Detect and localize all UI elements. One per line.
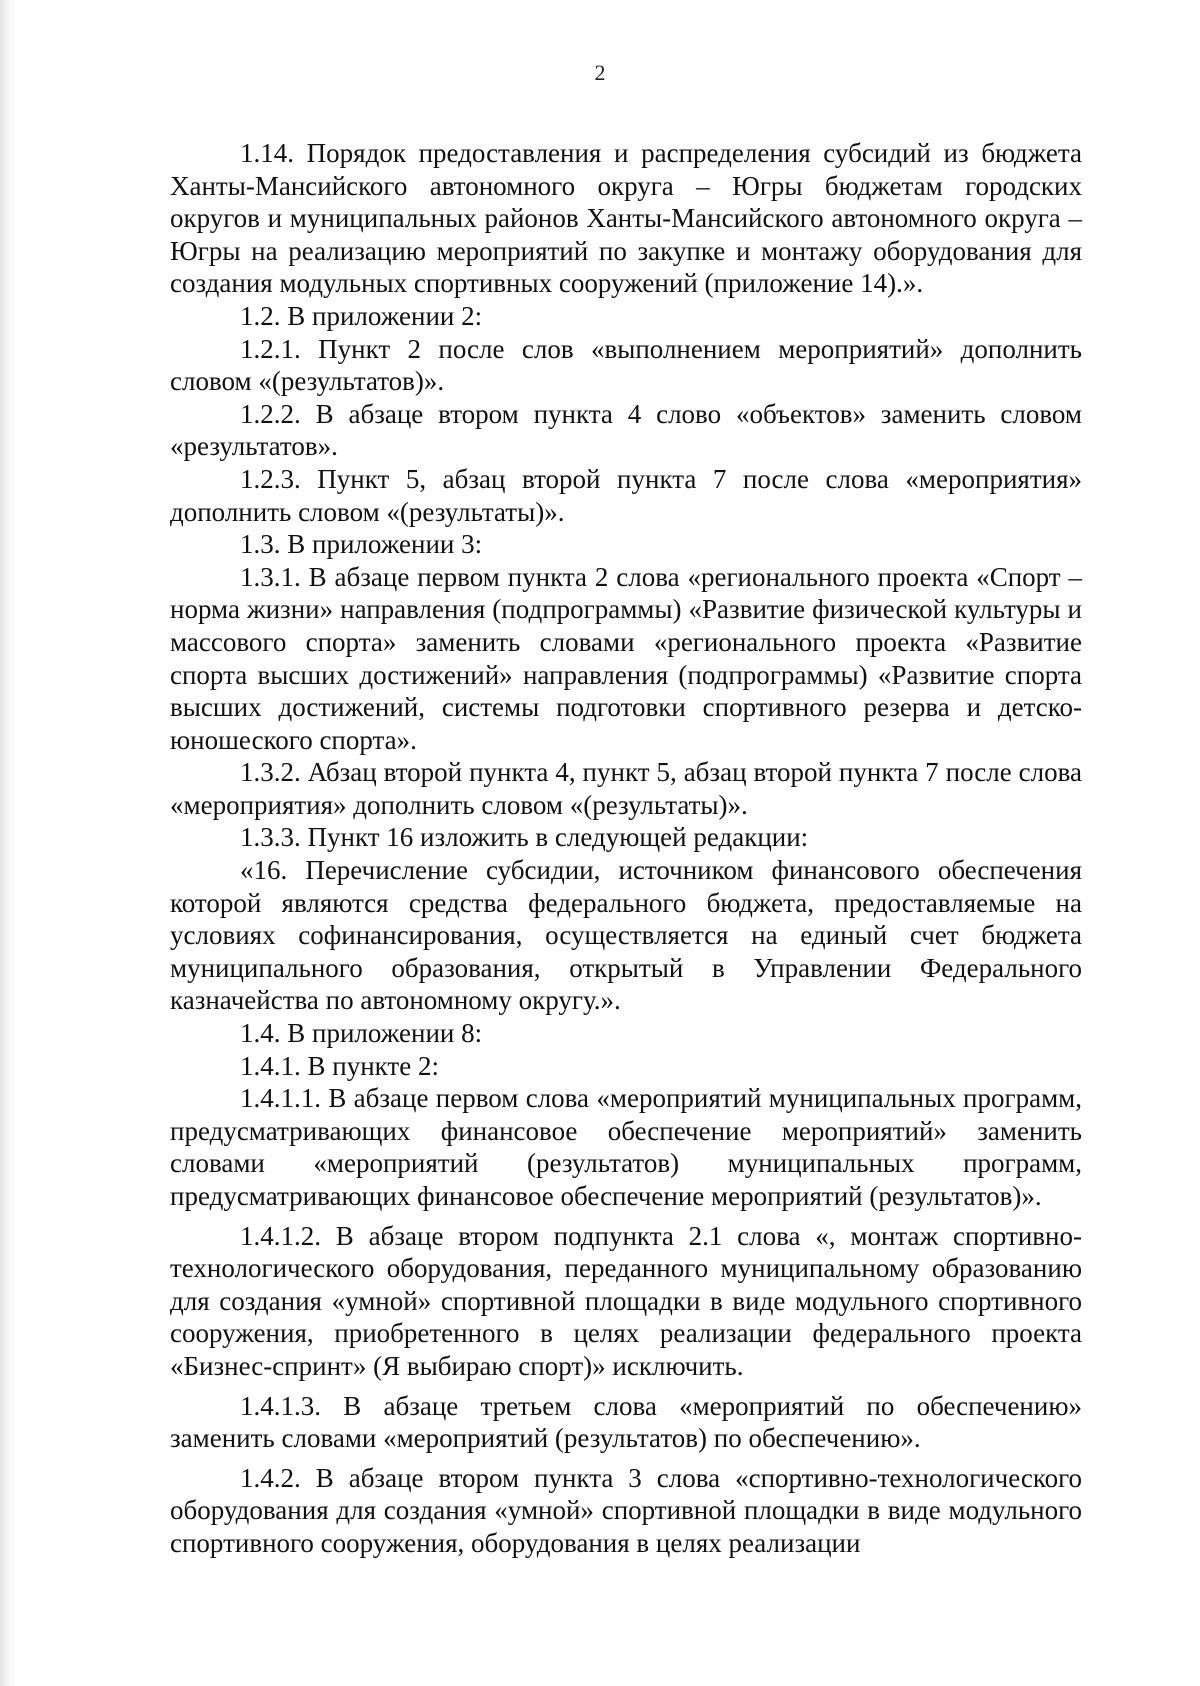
paragraph-1-4-1-3: 1.4.1.3. В абзаце третьем слова «мероприятий по обеспечению» заменить словами «мероприятий (результатов) по обеспечению». xyxy=(170,1390,1082,1454)
paragraph-1-3-3: 1.3.3. Пункт 16 изложить в следующей редакции: xyxy=(240,822,809,853)
paragraph-1-4-1-1: 1.4.1.1. В абзаце первом слова «мероприятий муниципальных программ, предусматривающих финансовое обеспечение мероприятий» заменить словами «мероприятий (результатов) муниципальных программ, предусматривающих финансовое обеспечение мероприятий (результатов)». xyxy=(170,1083,1082,1211)
paragraph-1-2: 1.2. В приложении 2: xyxy=(240,300,483,331)
paragraph-1-14: 1.14. Порядок предоставления и распределения субсидий из бюджета Ханты-Мансийского автономного округа – Югры бюджетам городских округов и муниципальных районов Ханты-Мансийского автономного округа – Югры на реализацию мероприятий по закупке и монтажу оборудования для создания модульных спортивных сооружений (приложение 14).». xyxy=(170,138,1082,299)
paragraph-1-3: 1.3. В приложении 3: xyxy=(240,529,483,560)
paragraph-1-2-2: 1.2.2. В абзаце втором пункта 4 слово «объектов» заменить словом «результатов». xyxy=(170,398,1082,462)
paragraph-1-4-1: 1.4.1. В пункте 2: xyxy=(240,1050,439,1081)
paragraph-1-4: 1.4. В приложении 8: xyxy=(240,1018,483,1049)
page-number: 2 xyxy=(594,60,606,85)
paragraph-quoted-16: «16. Перечисление субсидии, источником финансового обеспечения которой являются средства федерального бюджета, предоставляемые на условиях софинансирования, осуществляется на единый счет бюджета муниципального образования, открытый в Управлении Федерального казначейства по автономному округу.». xyxy=(170,855,1082,1016)
paragraph-1-4-1-2: 1.4.1.2. В абзаце втором подпункта 2.1 слова «, монтаж спортивно-технологического оборудования, переданного муниципальному образованию для создания «умной» спортивной площадки в виде модульного спортивного сооружения, приобретенного в целях реализации федерального проекта «Бизнес-спринт» (Я выбираю спорт)» исключить. xyxy=(170,1220,1082,1381)
paragraph-1-2-3: 1.2.3. Пункт 5, абзац второй пункта 7 после слова «мероприятия» дополнить словом «(результаты)». xyxy=(170,463,1082,527)
scan-edge-shadow xyxy=(0,0,16,1686)
paragraph-1-3-1: 1.3.1. В абзаце первом пункта 2 слова «регионального проекта «Спорт – норма жизни» направления (подпрограммы) «Развитие физической культуры и массового спорта» заменить словами «регионального проекта «Развитие спорта высших достижений» направления (подпрограммы) «Развитие спорта высших достижений, системы подготовки спортивного резерва и детско-юношеского спорта». xyxy=(170,561,1082,755)
paragraph-1-2-1: 1.2.1. Пункт 2 после слов «выполнением мероприятий» дополнить словом «(результатов)». xyxy=(170,333,1082,397)
document-body xyxy=(170,137,1082,1560)
paragraph-1-4-2: 1.4.2. В абзаце втором пункта 3 слова «спортивно-технологического оборудования для создания «умной» спортивной площадки в виде модульного спортивного сооружения, оборудования в целях реализации xyxy=(170,1462,1082,1558)
paragraph-1-3-2: 1.3.2. Абзац второй пункта 4, пункт 5, абзац второй пункта 7 после слова «мероприятия» дополнить словом «(результаты)». xyxy=(170,757,1082,820)
